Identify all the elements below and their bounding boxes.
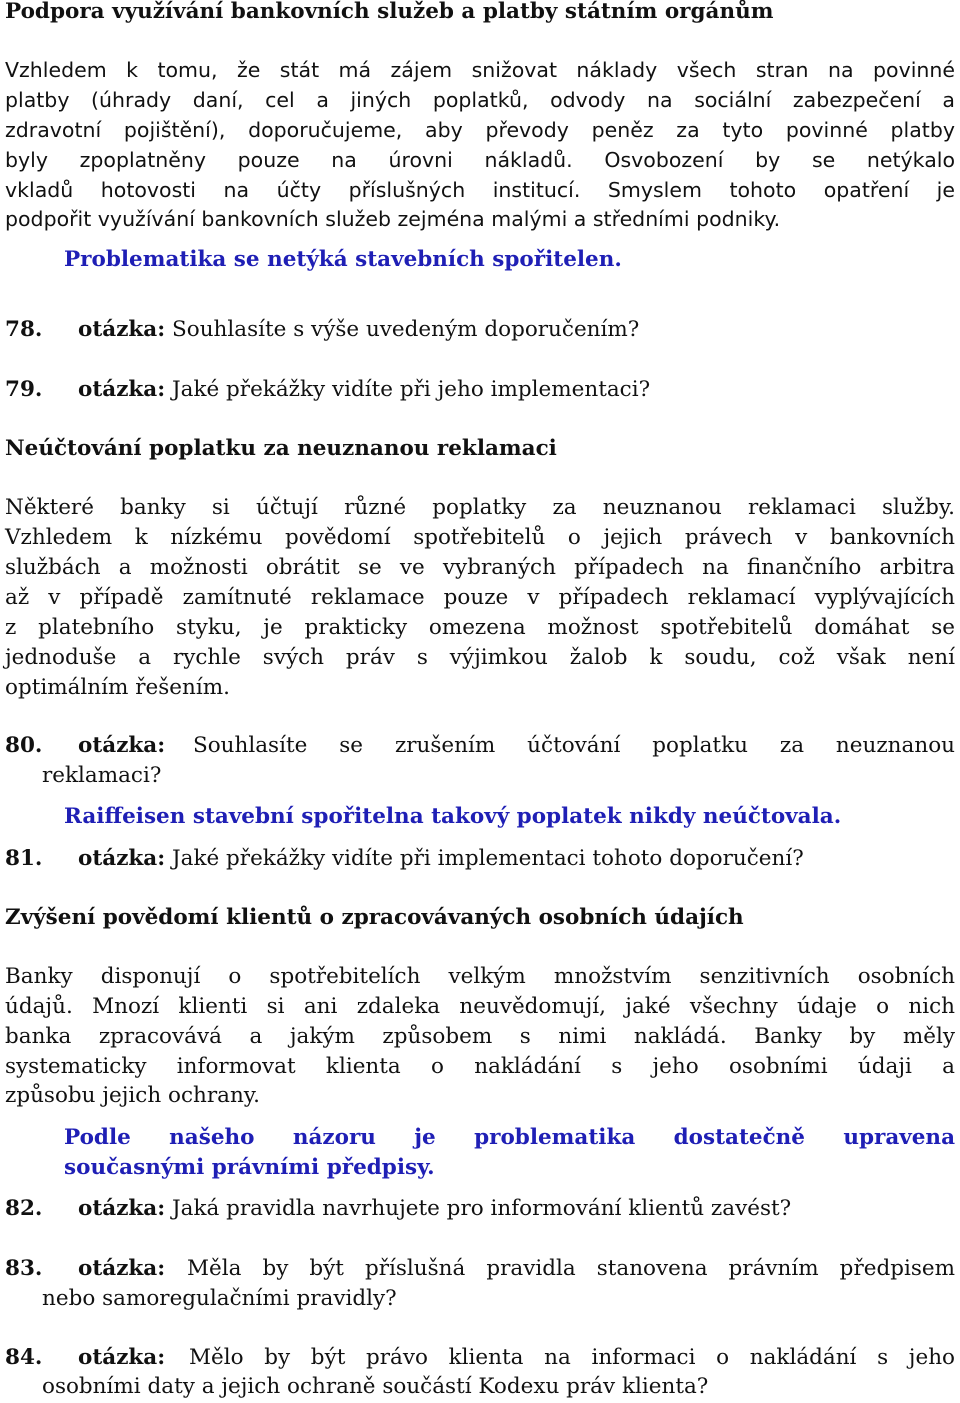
paragraph-line: údajů. Mnozí klienti si ani zdaleka neuvědomují, jaké všechny údaje o nich xyxy=(5,994,955,1019)
paragraph-line: podpořit využívání bankovních služeb zejména malými a středními podniky. xyxy=(5,207,781,231)
paragraph-line: Některé banky si účtují různé poplatky za neuznanou reklamaci služby. xyxy=(5,495,955,520)
section-heading: Podpora využívání bankovních služeb a platby státním orgánům xyxy=(5,0,774,24)
question-text: reklamaci? xyxy=(42,763,162,788)
paragraph-line: systematicky informovat klienta o nakládání s jeho osobními údaji a xyxy=(5,1054,955,1079)
question xyxy=(78,315,639,345)
paragraph-line: platby (úhrady daní, cel a jiných poplatků, odvody na sociální zabezpečení a xyxy=(5,88,955,112)
paragraph-line: až v případě zamítnuté reklamace pouze v případech reklamací vyplývajících xyxy=(5,585,955,610)
paragraph-line: způsobu jejich ochrany. xyxy=(5,1083,260,1108)
paragraph-line: službách a možnosti obrátit se ve vybraných případech na finančního arbitra xyxy=(5,555,955,580)
question-number: 79. xyxy=(5,377,43,402)
question-text: osobními daty a jejich ochraně součástí Kodexu práv klienta? xyxy=(42,1374,709,1399)
question-number: 80. xyxy=(5,733,43,758)
paragraph-line: zdravotní pojištění), doporučujeme, aby převody peněz za tyto povinné platby xyxy=(5,118,955,142)
response-text: současnými právními předpisy. xyxy=(64,1155,435,1180)
question-text: Souhlasíte s výše uvedeným doporučením? xyxy=(165,317,640,342)
question-label: otázka: xyxy=(78,733,166,758)
question xyxy=(78,1194,791,1224)
question-text: Měla by být příslušná pravidla stanovena právním předpisem xyxy=(187,1256,955,1281)
paragraph-line: jednoduše a rychle svých práv s výjimkou žalob k soudu, což však není xyxy=(5,645,955,670)
question xyxy=(78,375,650,405)
question-label: otázka: xyxy=(78,1345,166,1370)
question-number: 78. xyxy=(5,317,43,342)
question-number: 84. xyxy=(5,1345,43,1370)
paragraph-line: optimálním řešením. xyxy=(5,675,230,700)
question-text: nebo samoregulačními pravidly? xyxy=(42,1286,397,1311)
paragraph-line: banka zpracovává a jakým způsobem s nimi nakládá. Banky by měly xyxy=(5,1024,955,1049)
paragraph-line: Banky disponují o spotřebitelích velkým množstvím senzitivních osobních xyxy=(5,964,955,989)
question-label: otázka: xyxy=(78,846,166,871)
question-number: 83. xyxy=(5,1256,43,1281)
paragraph-line: z platebního styku, je prakticky omezena možnost spotřebitelů domáhat se xyxy=(5,615,955,640)
section-heading: Neúčtování poplatku za neuznanou reklamaci xyxy=(5,436,557,461)
paragraph-line: byly zpoplatněny pouze na úrovni nákladů. Osvobození by se netýkalo xyxy=(5,148,955,172)
question-label: otázka: xyxy=(78,1196,166,1221)
response-text: Problematika se netýká stavebních spořitelen. xyxy=(64,247,622,272)
response-text: Podle našeho názoru je problematika dostatečně upravena xyxy=(64,1125,955,1150)
question xyxy=(78,844,804,874)
paragraph-line: vkladů hotovosti na účty příslušných institucí. Smyslem tohoto opatření je xyxy=(5,178,955,202)
question-label: otázka: xyxy=(78,1256,166,1281)
question-text: Jaká pravidla navrhujete pro informování klientů zavést? xyxy=(165,1196,792,1221)
paragraph-line: Vzhledem k tomu, že stát má zájem snižovat náklady všech stran na povinné xyxy=(5,58,955,82)
question-number: 81. xyxy=(5,846,43,871)
response-text: Raiffeisen stavební spořitelna takový poplatek nikdy neúčtovala. xyxy=(64,804,842,829)
question-label: otázka: xyxy=(78,317,166,342)
question-text: Jaké překážky vidíte při jeho implementaci? xyxy=(165,377,651,402)
question-text: Souhlasíte se zrušením účtování poplatku za neuznanou xyxy=(193,733,955,758)
question-text: Mělo by být právo klienta na informaci o nakládání s jeho xyxy=(189,1345,955,1370)
question-number: 82. xyxy=(5,1196,43,1221)
question-text: Jaké překážky vidíte při implementaci tohoto doporučení? xyxy=(165,846,804,871)
paragraph-line: Vzhledem k nízkému povědomí spotřebitelů o jejich právech v bankovních xyxy=(5,525,955,550)
section-heading: Zvýšení povědomí klientů o zpracovávaných osobních údajích xyxy=(5,905,744,930)
question-label: otázka: xyxy=(78,377,166,402)
